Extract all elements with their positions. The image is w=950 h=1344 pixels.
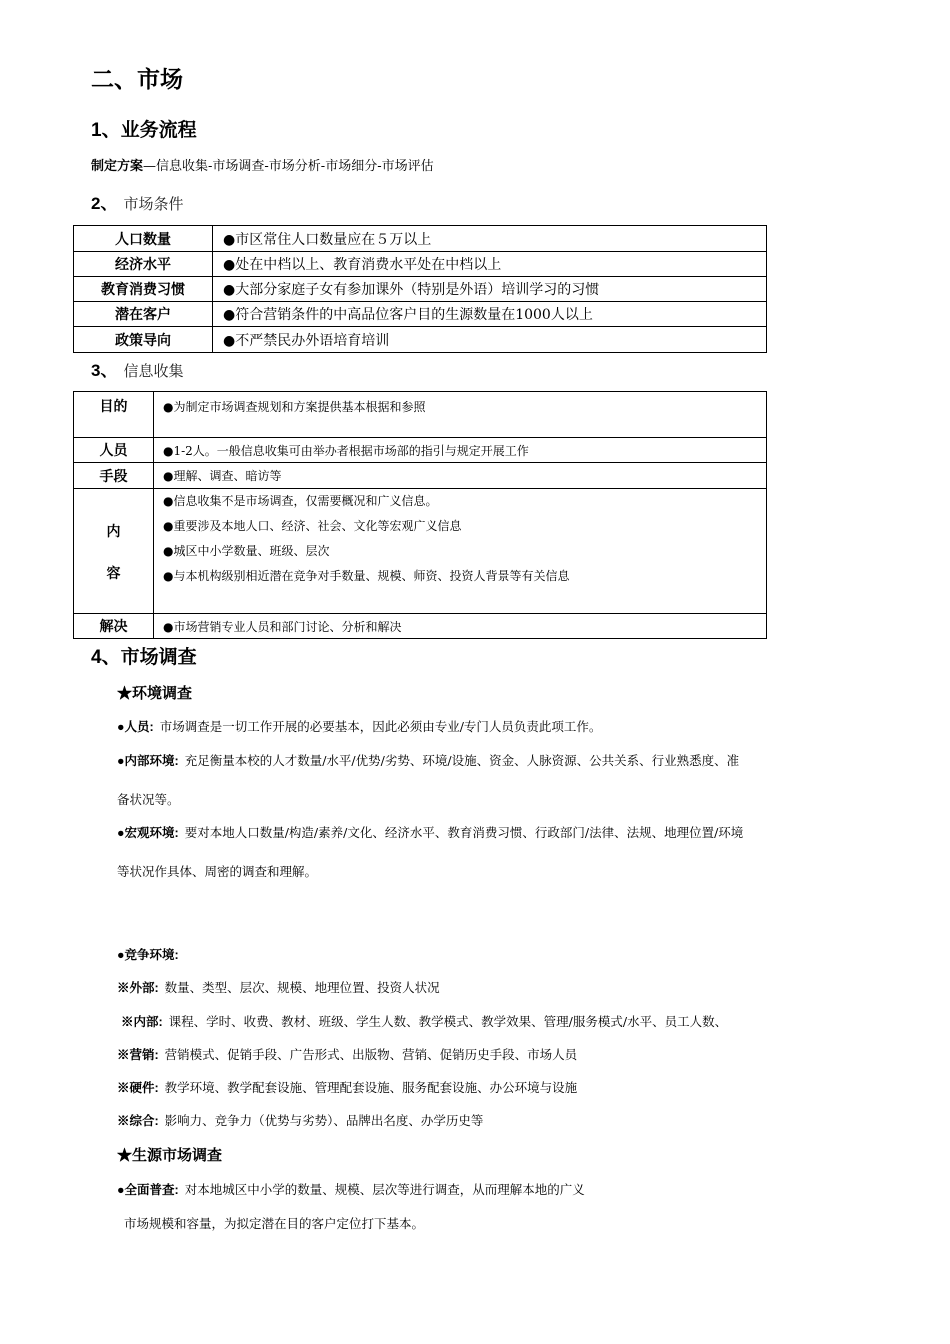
row-label: 政策导向 [74,327,213,353]
item-label: ※硬件: [117,1081,159,1095]
row-label: 解决 [74,614,154,639]
macro-text: 要对本地人口数量/构造/素养/文化、经济水平、教育消费习惯、行政部门/法律、法规、地理位置/环境 [184,825,744,840]
table-row [74,392,767,438]
row-value: ●不严禁民办外语培育培训 [213,327,767,353]
internal-env-paragraph [117,751,739,769]
list-item [117,978,440,996]
item-text: 数量、类型、层次、规模、地理位置、投资人状况 [164,980,440,995]
row-label: 潜在客户 [74,302,213,327]
staff-label: ●人员: [117,720,154,734]
list-item [121,1012,727,1030]
survey-paragraph [117,1180,585,1198]
table-row [74,252,767,277]
content-line: ●信息收集不是市场调查，仅需要概况和广义信息。 [163,494,438,508]
section-number: 3、 [91,361,118,380]
row-value: ●市场营销专业人员和部门讨论、分析和解决 [154,614,767,639]
item-text: 影响力、竞争力（优势与劣势）、品牌出名度、办学历史等 [164,1113,484,1128]
page-title: 二、市场 [91,66,183,92]
macro-label: ●宏观环境: [117,826,179,840]
label-char-bottom: 容 [106,565,121,581]
flow-bold-label: 制定方案 [91,158,144,173]
table-row [74,302,767,327]
item-label: ※综合: [117,1114,159,1128]
row-value: ●市区常住人口数量应在５万以上 [213,226,767,252]
row-label: 手段 [74,463,154,489]
row-value: ●大部分家庭子女有参加课外（特别是外语）培训学习的习惯 [213,277,767,302]
staff-text: 市场调查是一切工作开展的必要基本，因此必须由专业/专门人员负责此项工作。 [159,719,602,734]
table-row [74,277,767,302]
row-value: ●处在中档以上、教育消费水平处在中档以上 [213,252,767,277]
row-label: 教育消费习惯 [74,277,213,302]
content-line: ●重要涉及本地人口、经济、社会、文化等宏观广义信息 [163,519,462,533]
survey-continued: 市场规模和容量，为拟定潜在目的客户定位打下基本。 [124,1216,425,1231]
env-survey-title: ★环境调查 [117,685,193,702]
table-row [74,226,767,252]
row-value-content [154,489,767,614]
internal-label: ●内部环境: [117,754,179,768]
table-row [74,489,767,614]
survey-label: ●全面普查: [117,1183,179,1197]
competition-label-text: ●竞争环境: [117,948,179,962]
section-heading-market-conditions [91,189,183,214]
info-collection-table [73,391,767,639]
macro-env-paragraph [117,823,743,841]
section-heading-info-collection [91,356,183,381]
row-value: ●为制定市场调查规划和方案提供基本根据和参照 [154,392,767,438]
item-label: ※外部: [117,981,159,995]
row-value: ●1-2人。一般信息收集可由举办者根据市场部的指引与规定开展工作 [154,438,767,463]
survey-text: 对本地城区中小学的数量、规模、层次等进行调查，从而理解本地的广义 [184,1182,585,1197]
content-line: ●与本机构级别相近潜在竞争对手数量、规模、师资、投资人背景等有关信息 [163,569,570,583]
item-text: 教学环境、教学配套设施、管理配套设施、服务配套设施、办公环境与设施 [164,1080,578,1095]
section-title: 信息收集 [123,362,184,380]
row-label: 人口数量 [74,226,213,252]
internal-text: 充足衡量本校的人才数量/水平/优势/劣势、环境/设施、资金、人脉资源、公共关系、行业熟悉度、准 [184,753,740,768]
source-survey-title: ★生源市场调查 [117,1147,223,1164]
item-label: ※营销: [117,1048,159,1062]
table-row [74,463,767,489]
list-item [117,1111,483,1129]
row-value: ●符合营销条件的中高品位客户目的生源数量在1000人以上 [213,302,767,327]
row-label-content [74,489,154,614]
content-line: ●城区中小学数量、班级、层次 [163,544,330,558]
list-item [117,1078,577,1096]
row-value: ●理解、调查、暗访等 [154,463,767,489]
business-flow-text [91,155,434,174]
row-label: 人员 [74,438,154,463]
row-label: 目的 [74,392,154,438]
market-conditions-table [73,225,767,353]
competition-label [117,945,179,963]
macro-env-continued: 等状况作具体、周密的调查和理解。 [117,864,318,879]
flow-steps: —信息收集-市场调查-市场分析-市场细分-市场评估 [143,159,434,174]
item-text: 课程、学时、收费、教材、班级、学生人数、教学模式、教学效果、管理/服务模式/水平、员工人数、 [168,1014,728,1029]
table-row [74,614,767,639]
internal-env-continued: 备状况等。 [117,792,180,807]
staff-paragraph [117,717,601,735]
row-label: 经济水平 [74,252,213,277]
list-item [117,1045,577,1063]
item-label: ※内部: [121,1015,163,1029]
section-title: 市场条件 [123,195,184,213]
section-heading-business-flow: 1、业务流程 [91,120,197,141]
table-row [74,327,767,353]
table-row [74,438,767,463]
section-heading-market-survey: 4、市场调查 [91,647,197,668]
label-char-top: 内 [106,523,121,539]
item-text: 营销模式、促销手段、广告形式、出版物、营销、促销历史手段、市场人员 [164,1047,578,1062]
section-number: 2、 [91,194,118,213]
